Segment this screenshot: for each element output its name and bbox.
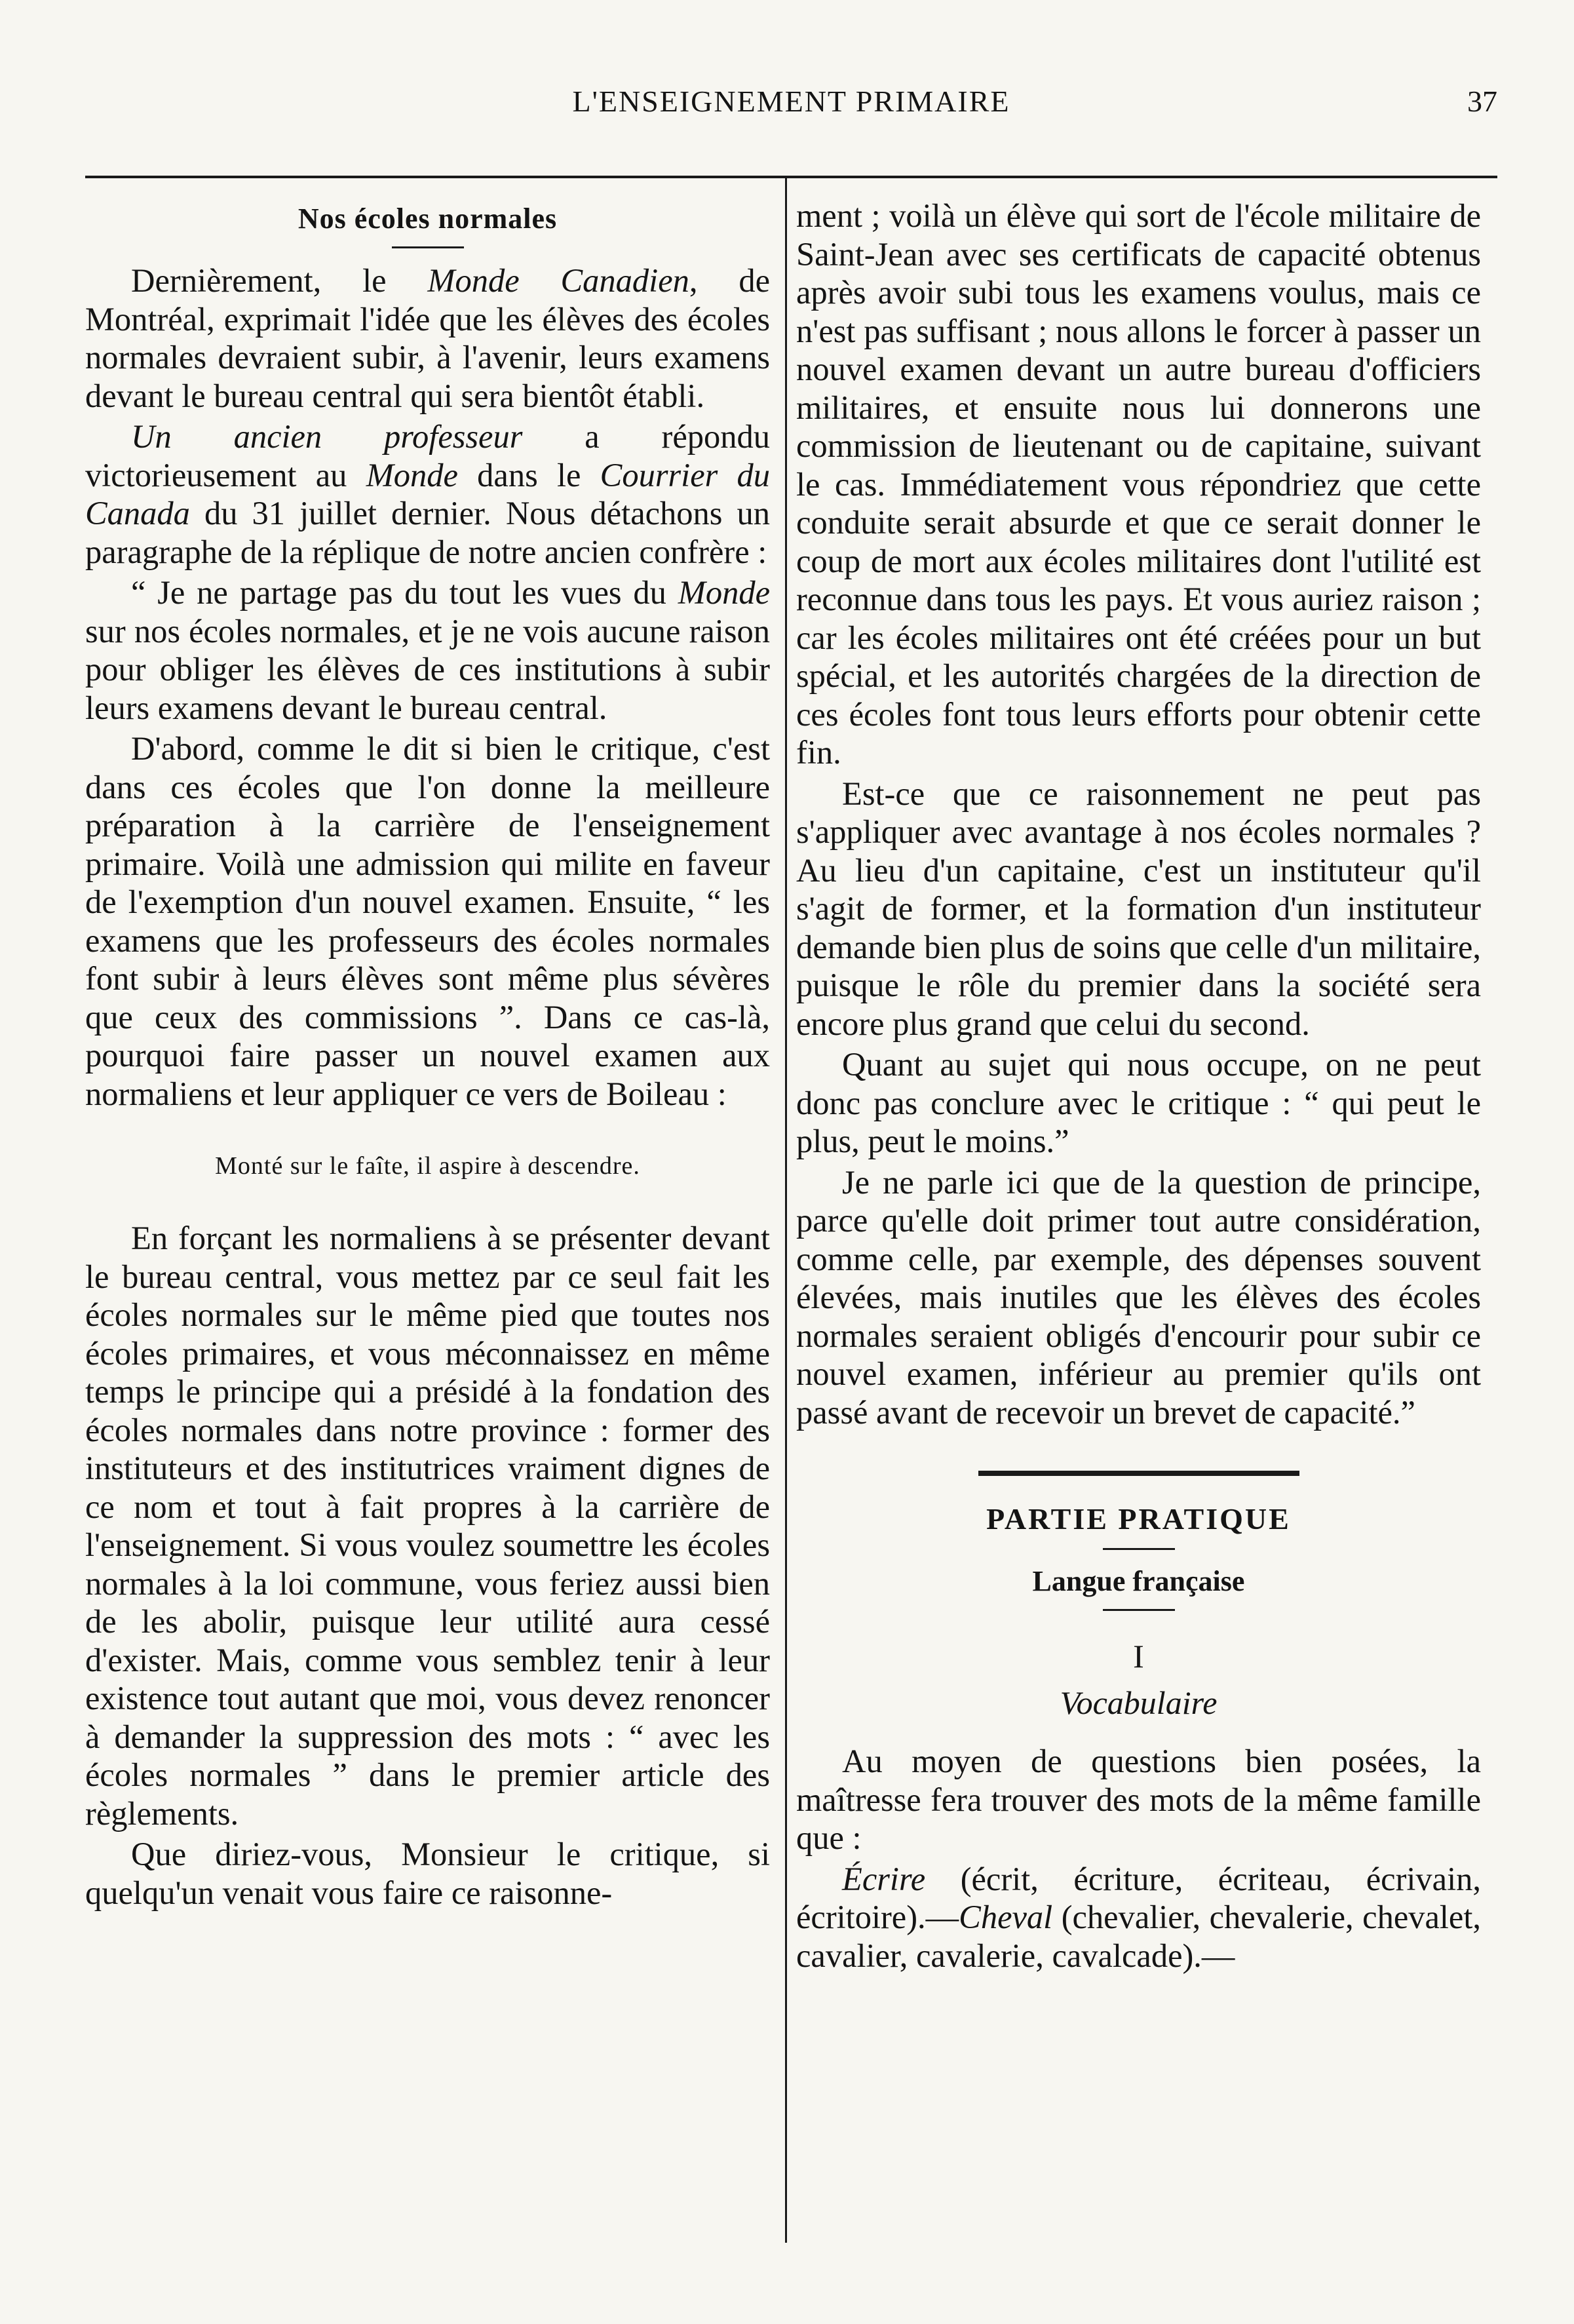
section-rule [392,246,464,248]
paragraph: Dernièrement, le Monde Canadien, de Montréal, exprimait l'idée que les élèves des écoles normales devraient subir, à l'avenir, leurs examens devant le bureau central qui sera bientôt établi. [85,262,771,414]
paragraph: Écrire (écrit, écriture, écriteau, écrivain, écritoire).—Cheval (chevalier, chevalerie, chevalet, cavalier, cavalerie, cavalcade).— [796,1860,1481,1974]
paragraph: Un ancien professeur a répondu victorieusement au Monde dans le Courrier du Canada du 31 juillet dernier. Nous détachons un paragraphe de la réplique de notre ancien confrère : [85,418,770,570]
header-rule [85,176,1497,178]
paragraph: Est-ce que ce raisonnement ne peut pas s'appliquer avec avantage à nos écoles normales ? Au lieu d'un capitaine, c'est un instituteur qu'il s'agit de former, et la formation d'un instituteur demande bien plus de soins que celle d'un militaire, puisque le rôle du premier dans la société sera encore plus grand que celui du second. [796,775,1481,1042]
paragraph: Je ne parle ici que de la question de principe, parce qu'elle doit primer tout autre considération, comme celle, par exemple, des dépenses souvent élevées, mais inutiles que les élèves des écoles normales seraient obligés d'encourir pour subir ce nouvel examen, inférieur au premier qu'ils ont passé avant de recevoir un brevet de capacité.” [796,1163,1481,1431]
section-title: Nos écoles normales [298,203,558,235]
langue-title: Langue française [1032,1565,1245,1597]
paragraph: En forçant les normaliens à se présenter devant le bureau central, vous mettez par ce seul fait les écoles normales sur le même pied que toutes nos écoles primaires, et vous méconnaissez en même temps le principe qui a présidé à la fondation des écoles normales dans notre province : former des instituteurs et des institutrices vraiment dignes de ce nom et tout à fait propres à la carrière de l'enseignement. Si vous voulez soumettre les écoles normales à la loi commune, vous feriez aussi bien de les abolir, puisque leur utilité aura cessé d'exister. Mais, comme vous semblez tenir à leur existence tout autant que moi, vous devez renoncer à demander la suppression des mots : “ avec les écoles normales ” dans le premier article des règlements. [85,1220,770,1832]
verse-quote: Monté sur le faîte, il aspire à descendre. [215,1152,640,1180]
paragraph: Au moyen de questions bien posées, la maîtresse fera trouver des mots de la même famille que : [796,1743,1481,1856]
paragraph: D'abord, comme le dit si bien le critique, c'est dans ces écoles que l'on donne la meilleure préparation à la carrière de l'enseignement primaire. Voilà une admission qui milite en faveur de l'exemption d'un nouvel examen. Ensuite, “ les examens que les professeurs des écoles normales font subir à leurs élèves sont même plus sévères que ceux des commissions ”. Dans ce cas-là, pourquoi faire passer un nouvel examen aux normaliens et leur appliquer ce vers de Boileau : [85,730,770,1112]
page-number: 37 [1467,85,1497,118]
page-header [85,84,1497,136]
partie-rule [1103,1548,1175,1550]
paragraph: Que diriez-vous, Monsieur le critique, si quelqu'un venait vous faire ce raisonne- [85,1836,770,1911]
right-column [796,197,1481,2287]
partie-title: PARTIE PRATIQUE [986,1502,1291,1536]
left-column [85,197,770,2287]
paragraph: Quant au sujet qui nous occupe, on ne peut donc pas conclure avec le critique : “ qui peut le plus, peut le moins.” [796,1046,1481,1159]
column-divider [785,178,787,2243]
roman-numeral-heading: I [1133,1638,1144,1675]
section-separator-rule [978,1471,1299,1476]
paragraph: ment ; voilà un élève qui sort de l'école militaire de Saint-Jean avec ses certificats de capacité obtenus après avoir subi tous les examens voulus, mais ce n'est pas suffisant ; nous allons le forcer à passer un nouvel examen devant un autre bureau d'officiers militaires, et ensuite nous lui donnerons une commission de lieutenant ou de capitaine, suivant le cas. Immédiatement vous répondriez que cette conduite serait absurde et que ce serait donner le coup de mort aux écoles militaires dont l'utilité est reconnue dans tous les pays. Et vous auriez raison ; car les écoles militaires ont été créées pour un but spécial, et les autorités chargées de la direction de ces écoles font tous leurs efforts pour obtenir cette fin. [796,197,1481,771]
vocab-title: Vocabulaire [1060,1684,1218,1721]
langue-rule [1103,1609,1175,1611]
quote-paragraph: “ Je ne partage pas du tout les vues du Monde sur nos écoles normales, et je ne vois aucune raison pour obliger les élèves de ces institutions à subir leurs examens devant le bureau central. [85,574,770,726]
running-title: L'ENSEIGNEMENT PRIMAIRE [572,85,1010,118]
